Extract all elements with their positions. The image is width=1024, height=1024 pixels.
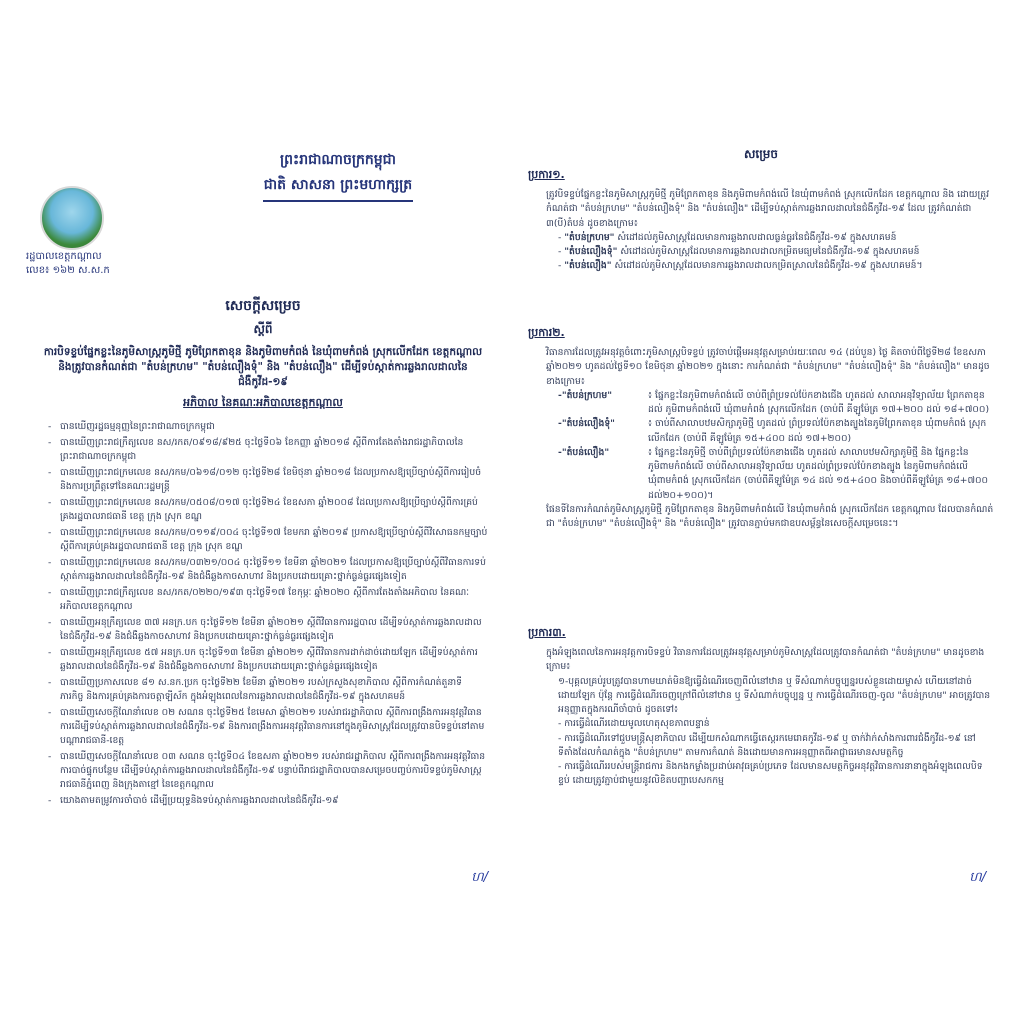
provincial-seal-icon [40, 186, 104, 250]
article-3 [528, 626, 994, 789]
zone-description: សំដៅដល់ភូមិសាស្ត្រដែលមានការឆ្លងរាលដាលកម្រិតស្រាលនៃជំងឺកូវីដ-១៩ ក្នុងសហគមន៍។ [614, 260, 923, 272]
zone-label: -"តំបន់ក្រហម" [558, 389, 613, 401]
legal-reference: - បានឃើញព្រះរាជក្រឹត្យលេខ នស/រកត/០៩១៨/៩២៥ ចុះថ្ងៃទី០៦ ខែកញ្ញា ឆ្នាំ២០១៨ ស្តីពីការតែងតាំងរាជរដ្ឋាភិបាលនៃព្រះរាជាណាចក្រកម្ពុជា [48, 436, 488, 464]
header-divider [263, 200, 413, 202]
document-subtitle: ស្តីពី [253, 322, 273, 336]
zone-definition: - "តំបន់លឿង" សំដៅដល់ភូមិសាស្ត្រដែលមានការឆ្លងរាលដាលកម្រិតស្រាលនៃជំងឺកូវីដ-១៩ ក្នុងសហគមន៍។ [558, 260, 923, 272]
zone-row [528, 417, 994, 446]
zone-definition: - "តំបន់ក្រហម" សំដៅដល់ភូមិសាស្ត្រដែលមានការឆ្លងរាលដាលធ្ងន់ធ្ងរនៃជំងឺកូវីដ-១៩ ក្នុងសហគមន៍ [558, 231, 897, 243]
zone-description: ៖ ចាប់ពីសាលាបឋមសិក្សាភូមិថ្មី ហូតដល់ ព្រំប្រទល់ប៉ែកខាងត្បូងនៃភូមិព្រែកតាខុន ឃុំពាមកំពង់ ស្រុកលើកដែក (ចាប់ពី គីឡូម៉ែត្រ ១៥+៤០០ ដល់ ១៧+២០០) [648, 418, 987, 444]
article-title: ប្រការ២. [528, 326, 565, 339]
zone-label: "តំបន់លឿងទុំ" [564, 246, 618, 257]
legal-reference: - បានឃើញប្រកាសលេខ ៨១ ស.នក.ប្រក ចុះថ្ងៃទី២២ ខែមីនា ឆ្នាំ២០២១ របស់ក្រសួងសុខាភិបាល ស្តីពីការកំណត់តួនាទី ភារកិច្ច និងការគ្រប់គ្រងការចត្តាឡីស័ក ក្នុងអំឡុងពេលនៃការឆ្លងរាលដាលនៃជំងឺកូវីដ-១៩ ក្នុងសហគមន៍ [48, 676, 488, 704]
national-motto: ជាតិ សាសនា ព្រះមហាក្សត្រ [263, 177, 413, 193]
legal-reference: - បានឃើញព្រះរាជក្រមលេខ នស/រកម/០៥០៨/០១៧ ចុះថ្ងៃទី២៤ ខែឧសភា ឆ្នាំ២០០៨ ដែលប្រកាសឱ្យប្រើច្បាប់ស្តីពីការគ្រប់គ្រងរដ្ឋបាលរាជធានី ខេត្ត ក្រុង ស្រុក ខណ្ឌ [48, 496, 488, 524]
legal-reference: - បានឃើញអនុក្រឹត្យលេខ ៣៧ អនក្រ.បក ចុះថ្ងៃទី១២ ខែមីនា ឆ្នាំ២០២១ ស្តីពីវិធានការរដ្ឋបាល ដើម្បីទប់ស្កាត់ការឆ្លងរាលដាលនៃជំងឺកូវីដ-១៩ និងជំងឺឆ្លងកាចសាហាវ និងប្រកបដោយគ្រោះថ្នាក់ធ្ងន់ធ្ងរផ្សេងទៀត [48, 616, 488, 644]
article-title: ប្រការ៣. [528, 626, 566, 639]
article-body: ក្នុងអំឡុងពេលនៃការអនុវត្តការបិទខ្ទប់ វិធានការដែលត្រូវអនុវត្តសម្រាប់ភូមិសាស្ត្រដែលត្រូវបានកំណត់ជា "តំបន់ក្រហម" មានដូចខាងក្រោម៖ [546, 647, 985, 673]
legal-reference: - បានឃើញព្រះរាជក្រមលេខ នស/រកម/០៦១៨/០១២ ចុះថ្ងៃទី២៨ ខែមិថុនា ឆ្នាំ២០១៨ ដែលប្រកាសឱ្យប្រើច្បាប់ស្តីពីការរៀបចំ និងការប្រព្រឹត្តទៅនៃគណៈរដ្ឋមន្ត្រី [48, 466, 488, 494]
legal-reference: - យោងតាមតម្រូវការចាំបាច់ ដើម្បីប្រយុទ្ធនិងទប់ស្កាត់ការឆ្លងរាលដាលនៃជំងឺកូវីដ-១៩ [48, 794, 488, 808]
document-page-right [516, 138, 1006, 898]
letter-header [208, 150, 468, 202]
issuer-name: រដ្ឋបាលខេត្តកណ្តាល [26, 251, 102, 262]
article-2 [528, 326, 994, 531]
zone-description: សំដៅដល់ភូមិសាស្ត្រដែលមានការឆ្លងរាលដាលកម្រិតមធ្យមនៃជំងឺកូវីដ-១៩ ក្នុងសហគមន៍ [620, 246, 920, 257]
zone-label: -"តំបន់លឿង" [558, 446, 610, 458]
article-body: ត្រូវបិទខ្ទប់ផ្នែកខ្លះនៃភូមិសាស្ត្រភូមិថ្មី ភូមិព្រែកតាខុន និងភូមិពាមកំពង់លើ នៃឃុំពាមកំពង់ ស្រុកលើកដែក ខេត្តកណ្តាល និង ដោយត្រូវកំណត់ជា "តំបន់ក្រហម" "តំបន់លឿងទុំ" និង "តំបន់លឿង" ដើម្បីទប់ស្កាត់ការឆ្លងរាលដាលនៃជំងឺកូវីដ-១៩ ដែល ត្រូវកំណត់ជា ៣(បី)តំបន់ ដូចខាងក្រោម៖ [546, 189, 990, 229]
measure-item: - ការធ្វើដំណើរទៅជួបមន្ត្រីសុខាភិបាល ដើម្បីយកសំណាកធ្វើតេស្តរកមេរោគកូវីដ-១៩ ឬ ចាក់វ៉ាក់សាំងការពារជំងឺកូវីដ-១៩ នៅទីតាំងដែលកំណត់ក្នុង "តំបន់ក្រហម" តាមការកំណត់ និងដោយមានការអនុញ្ញាតពីអាជ្ញាធរមានសមត្ថកិច្ច [558, 732, 976, 758]
article-body: វិធានការដែលត្រូវអនុវត្តចំពោះភូមិសាស្ត្របិទខ្ទប់ ត្រូវចាប់ផ្តើមអនុវត្តសម្រាប់រយៈពេល ១៤ (ដប់បួន) ថ្ងៃ គិតចាប់ពីថ្ងៃទី២៨ ខែឧសភា ឆ្នាំ២០២១ ហូតដល់ថ្ងៃទី១០ ខែមិថុនា ឆ្នាំ២០២១ ក្នុងនោះ ការកំណត់ជា "តំបន់ក្រហម" "តំបន់លឿងទុំ" និង "តំបន់លឿង" មានដូចខាងក្រោម៖ [546, 347, 990, 387]
article-title: ប្រការ១. [528, 168, 565, 181]
measure-item: - ការធ្វើដំណើរដោយមូលហេតុសុខភាពបន្ទាន់ [558, 718, 710, 730]
measure-item: ១-បុគ្គលគ្រប់រូបត្រូវបានហាមឃាត់មិនឱ្យធ្វើដំណើរចេញពីលំនៅឋាន ឬ ទីសំណាក់បច្ចុប្បន្នរបស់ខ្លួនដោយម្ចាស់ ហើយនៅដាច់ដោយឡែក ប៉ុន្តែ ការធ្វើដំណើរចេញក្រៅពីលំនៅឋាន ឬ ទីសំណាក់បច្ចុប្បន្ន ឬ ការធ្វើដំណើរចេញ-ចូល "តំបន់ក្រហម" អាចត្រូវបានអនុញ្ញាតក្នុងករណីចាំបាច់ ដូចតទៅ៖ [558, 675, 991, 715]
zone-row [528, 446, 994, 503]
document-page-left [18, 138, 508, 898]
issuer-block [26, 250, 136, 277]
legal-references-list [48, 420, 488, 810]
issuing-authority: អភិបាល នៃគណៈអភិបាលខេត្តកណ្តាល [183, 396, 343, 409]
measure-item: - ការធ្វើដំណើររបស់មន្ត្រីរាជការ និងកងកម្លាំងប្រដាប់អាវុធគ្រប់ប្រភេទ ដែលមានសមត្ថកិច្ចអនុវត្តវិធានការនានាក្នុងអំឡុងពេលបិទខ្ទប់ ដោយត្រូវភ្ជាប់ជាមួយនូវលិខិតបញ្ជាបេសកកម្ម [558, 761, 983, 787]
legal-reference: - បានឃើញព្រះរាជក្រឹត្យលេខ នស/រកត/០២២០/១៩៣ ចុះថ្ងៃទី១៧ ខែកុម្ភៈ ឆ្នាំ២០២០ ស្តីពីការតែងតាំងអភិបាល នៃគណៈអភិបាលខេត្តកណ្តាល [48, 586, 488, 614]
document-title: សេចក្តីសម្រេច [225, 298, 301, 314]
legal-reference: - បានឃើញសេចក្តីណែនាំលេខ ០២ សណន ចុះថ្ងៃទី២៥ ខែមេសា ឆ្នាំ២០២១ របស់រាជរដ្ឋាភិបាល ស្តីពីការពង្រឹងការអនុវត្តវិធានការដើម្បីទប់ស្កាត់ការឆ្លងរាលដាលនៃជំងឺកូវីដ-១៩ និងការពង្រឹងការអនុវត្តវិធានការនៅក្នុងភូមិសាស្ត្រដែលត្រូវបានបិទខ្ទប់នៅតាមបណ្តារាជធានី-ខេត្ត [48, 706, 488, 748]
legal-reference: - បានឃើញព្រះរាជក្រមលេខ នស/រកម/០៣២១/០០៤ ចុះថ្ងៃទី១១ ខែមីនា ឆ្នាំ២០២១ ដែលប្រកាសឱ្យប្រើច្បាប់ស្តីពីវិធានការទប់ស្កាត់ការឆ្លងរាលដាលនៃជំងឺកូវីដ-១៩ និងជំងឺឆ្លងកាចសាហាវ និងប្រកបដោយគ្រោះថ្នាក់ធ្ងន់ធ្ងរផ្សេងទៀត [48, 556, 488, 584]
kingdom-name: ព្រះរាជាណាចក្រកម្ពុជា [279, 152, 396, 168]
zone-description: សំដៅដល់ភូមិសាស្ត្រដែលមានការឆ្លងរាលដាលធ្ងន់ធ្ងរនៃជំងឺកូវីដ-១៩ ក្នុងសហគមន៍ [617, 231, 897, 243]
initials-signature: ហ/ [969, 870, 986, 885]
zone-label: -"តំបន់លឿងទុំ" [558, 418, 615, 430]
legal-reference: - បានឃើញអនុក្រឹត្យលេខ ៥៧ អនក្រ.បក ចុះថ្ងៃទី១៣ ខែមីនា ឆ្នាំ២០២១ ស្តីពីវិធានការដាក់ដាច់ដោយឡែក ដើម្បីទប់ស្កាត់ការឆ្លងរាលដាលនៃជំងឺកូវីដ-១៩ និងជំងឺឆ្លងកាចសាហាវ និងប្រកបដោយគ្រោះថ្នាក់ធ្ងន់ធ្ងរផ្សេងទៀត [48, 646, 488, 674]
document-title-block [38, 296, 488, 391]
document-subject: ការបិទខ្ទប់ផ្នែកខ្លះនៃភូមិសាស្ត្រភូមិថ្មី ភូមិព្រែកតាខុន និងភូមិពាមកំពង់ នៃឃុំពាមកំពង់ ស្រុកលើកដែក ខេត្តកណ្តាល និងត្រូវបានកំណត់ជា "តំបន់ក្រហម" "តំបន់លឿងទុំ" និង "តំបន់លឿង" ដើម្បីទប់ស្កាត់ការឆ្លងរាលដាលនៃជំងឺកូវីដ-១៩ [43, 346, 483, 389]
article-annex-note: ផែនទីនៃការកំណត់ភូមិសាស្ត្រភូមិថ្មី ភូមិព្រែកតាខុន និងភូមិពាមកំពង់លើ នៃឃុំពាមកំពង់ ស្រុកលើកដែក ខេត្តកណ្តាល ដែលបានកំណត់ ជា "តំបន់ក្រហម" "តំបន់លឿងទុំ" និង "តំបន់លឿង" ត្រូវបានភ្ជាប់មកជាឧបសម្ព័ន្ធនៃសេចក្តីសម្រេចនេះ។ [546, 503, 994, 529]
decision-heading: សម្រេច [743, 147, 779, 161]
legal-reference: - បានឃើញរដ្ឋធម្មនុញ្ញនៃព្រះរាជាណាចក្រកម្ពុជា [48, 420, 488, 434]
article-1 [528, 168, 994, 274]
zone-description: ៖ ផ្នែកខ្លះនៃភូមិពាមកំពង់លើ ចាប់ពីព្រំប្រទល់ប៉ែកខាងជើង ហូតដល់ សាលាអនុវិទ្យាល័យ ព្រែកតាខុន ដល់ ភូមិពាមកំពង់លើ ឃុំពាមកំពង់ ស្រុកលើកដែក (ចាប់ពី គីឡូម៉ែត្រ ១៧+២០០ ដល់ ១៨+៧០០) [648, 389, 990, 415]
zone-label: "តំបន់លឿង" [564, 260, 612, 272]
legal-reference: - បានឃើញព្រះរាជក្រមលេខ នស/រកម/០១១៩/០០៤ ចុះថ្ងៃទី១៧ ខែមករា ឆ្នាំ២០១៩ ប្រកាសឱ្យប្រើច្បាប់ស្តីពីវិសោធនកម្មច្បាប់ ស្តីពីការគ្រប់គ្រងរដ្ឋបាលរាជធានី ខេត្ត ក្រុង ស្រុក ខណ្ឌ [48, 526, 488, 554]
reference-number: លេខ៖ ១៦២ ស.ស.ក [26, 264, 110, 276]
zone-definition: - "តំបន់លឿងទុំ" សំដៅដល់ភូមិសាស្ត្រដែលមានការឆ្លងរាលដាលកម្រិតមធ្យមនៃជំងឺកូវីដ-១៩ ក្នុងសហគមន៍ [558, 246, 920, 257]
zone-row [528, 389, 994, 418]
zone-description: ៖ ផ្នែកខ្លះនៃភូមិថ្មី ចាប់ពីព្រំប្រទល់ប៉ែកខាងជើង ហូតដល់ សាលាបឋមសិក្សាភូមិថ្មី និង ផ្នែកខ្លះនៃភូមិពាមកំពង់លើ ចាប់ពីសាលាអនុវិទ្យាល័យ ហូតដល់ព្រំប្រទល់ប៉ែកខាងត្បូង នៃភូមិពាមកំពង់លើ ឃុំពាមកំពង់ ស្រុកលើកដែក (ចាប់ពីគីឡូម៉ែត្រ ១៤ ដល់ ១៥+៤០០ និងចាប់ពីគីឡូម៉ែត្រ ១៨+៧០០ ដល់២០+១០០)។ [648, 446, 989, 501]
legal-reference: - បានឃើញសេចក្តីណែនាំលេខ ០៣ សណន ចុះថ្ងៃទី០៤ ខែឧសភា ឆ្នាំ២០២១ របស់រាជរដ្ឋាភិបាល ស្តីពីការពង្រឹងការអនុវត្តវិធានការបាច់ផ្ទុកបន្ថែម ដើម្បីទប់ស្កាត់ការឆ្លងរាលដាលនៃជំងឺកូវីដ-១៩ បន្ទាប់ពីរាជរដ្ឋាភិបាលបានសម្រេចបញ្ចប់ការបិទខ្ទប់ភូមិសាស្ត្ររាជធានីភ្នំពេញ និងក្រុងតាខ្មៅ នៃខេត្តកណ្តាល [48, 750, 488, 792]
zone-label: "តំបន់ក្រហម" [564, 231, 615, 243]
initials-signature: ហ/ [471, 870, 488, 885]
